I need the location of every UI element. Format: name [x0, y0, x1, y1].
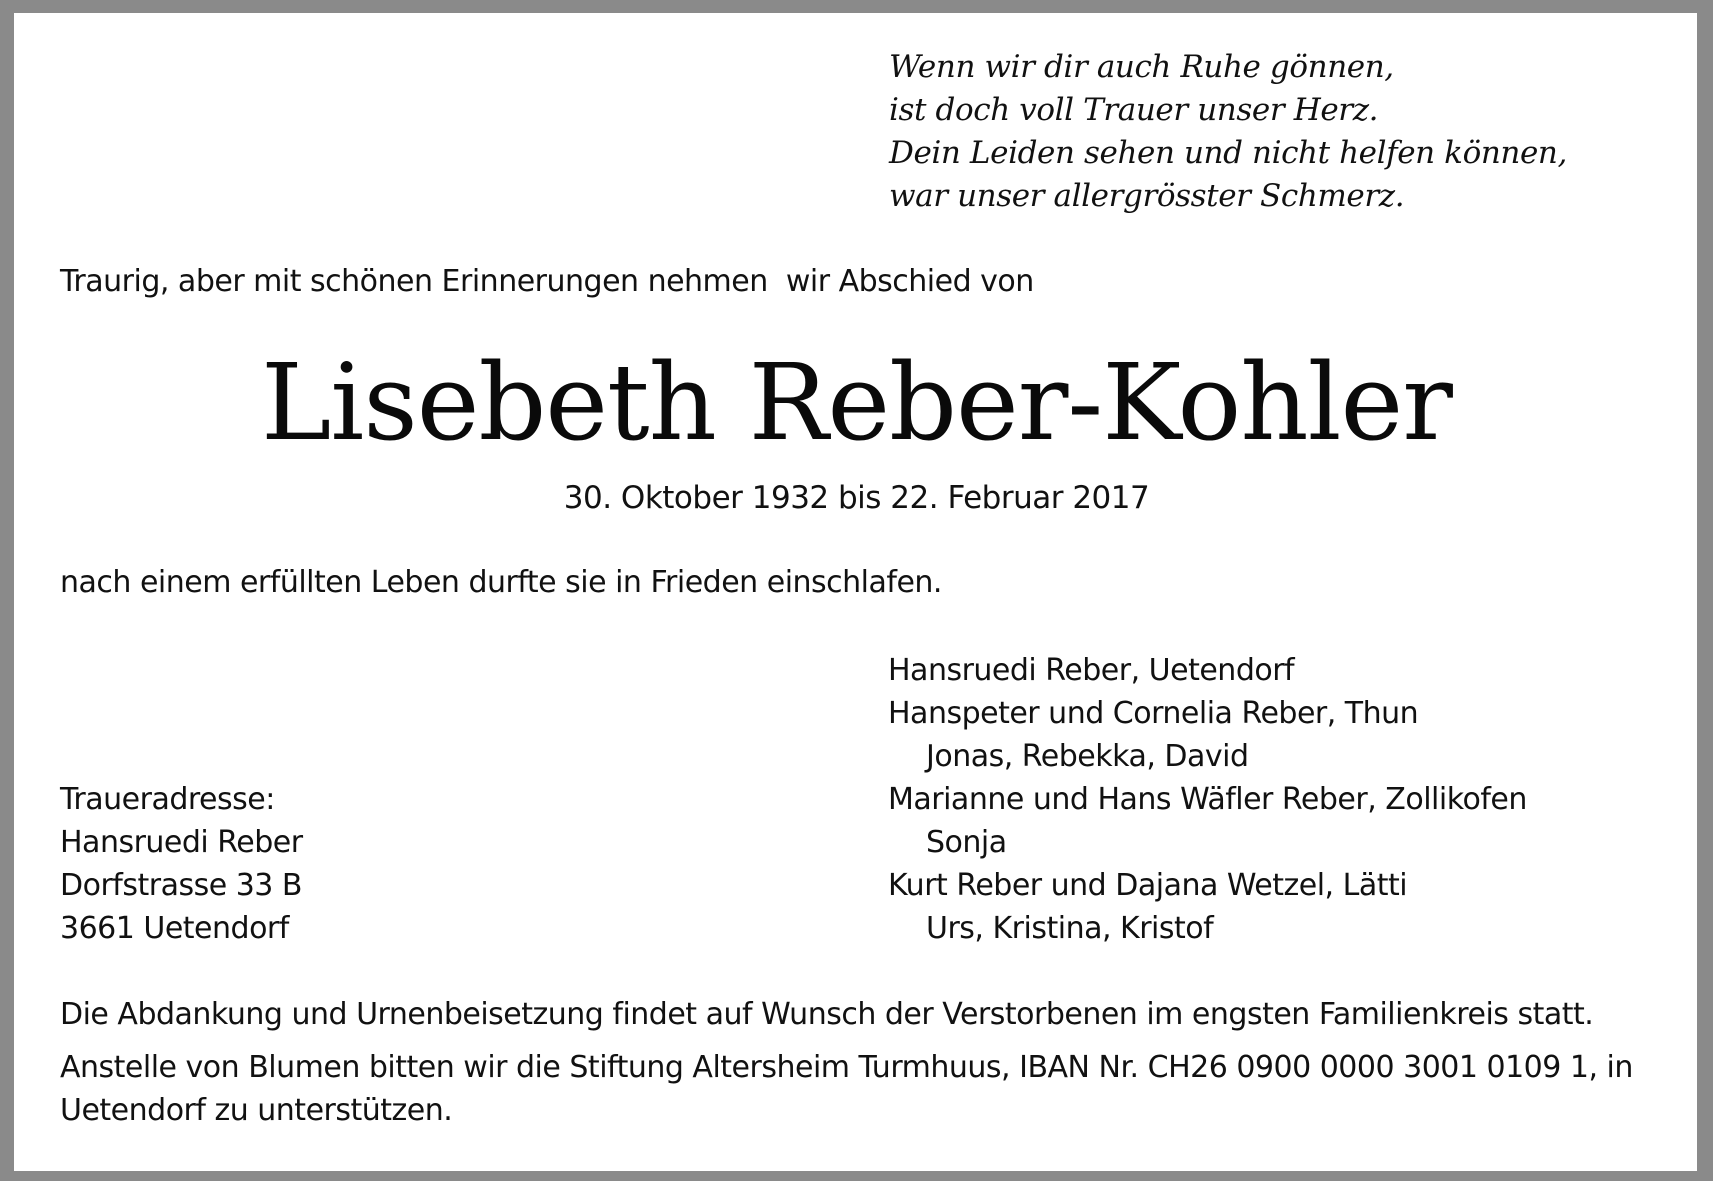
family-line: Hanspeter und Cornelia Reber, Thun — [888, 696, 1419, 731]
donation-note: Anstelle von Blumen bitten wir die Stiftung Altersheim Turmhuus, IBAN Nr. CH26 0900 0000 3001 0109 1, in Uetendorf zu unterstützen. — [60, 1050, 1633, 1128]
footer-notes — [60, 993, 1660, 1132]
deceased-name: Lisebeth Reber-Kohler — [261, 341, 1452, 464]
life-dates: 30. Oktober 1932 bis 22. Februar 2017 — [563, 480, 1150, 516]
family-list — [888, 649, 1527, 950]
family-line: Kurt Reber und Dajana Wetzel, Lätti — [888, 868, 1408, 903]
family-line-children: Urs, Kristina, Kristof — [926, 911, 1214, 946]
intro-text: Traurig, aber mit schönen Erinnerungen nehmen wir Abschied von — [60, 264, 1034, 299]
family-line: Hansruedi Reber, Uetendorf — [888, 653, 1295, 688]
mourning-address — [60, 778, 303, 950]
address-city: 3661 Uetendorf — [60, 911, 289, 946]
ceremony-note: Die Abdankung und Urnenbeisetzung findet auf Wunsch der Verstorbenen im engsten Familienkreis statt. — [60, 997, 1594, 1032]
address-name: Hansruedi Reber — [60, 825, 303, 860]
family-line: Marianne und Hans Wäfler Reber, Zollikofen — [888, 782, 1527, 817]
poem-line: ist doch voll Trauer unser Herz. — [889, 92, 1379, 128]
family-line-children: Jonas, Rebekka, David — [926, 739, 1249, 774]
poem-line: Dein Leiden sehen und nicht helfen können, — [889, 135, 1567, 171]
address-street: Dorfstrasse 33 B — [60, 868, 303, 903]
poem-line: war unser allergrösster Schmerz. — [889, 178, 1405, 214]
family-line-children: Sonja — [926, 825, 1007, 860]
closing-text: nach einem erfüllten Leben durfte sie in Frieden einschlafen. — [60, 565, 942, 600]
memorial-poem — [889, 46, 1567, 218]
address-heading: Traueradresse: — [60, 782, 275, 817]
poem-line: Wenn wir dir auch Ruhe gönnen, — [889, 49, 1394, 85]
